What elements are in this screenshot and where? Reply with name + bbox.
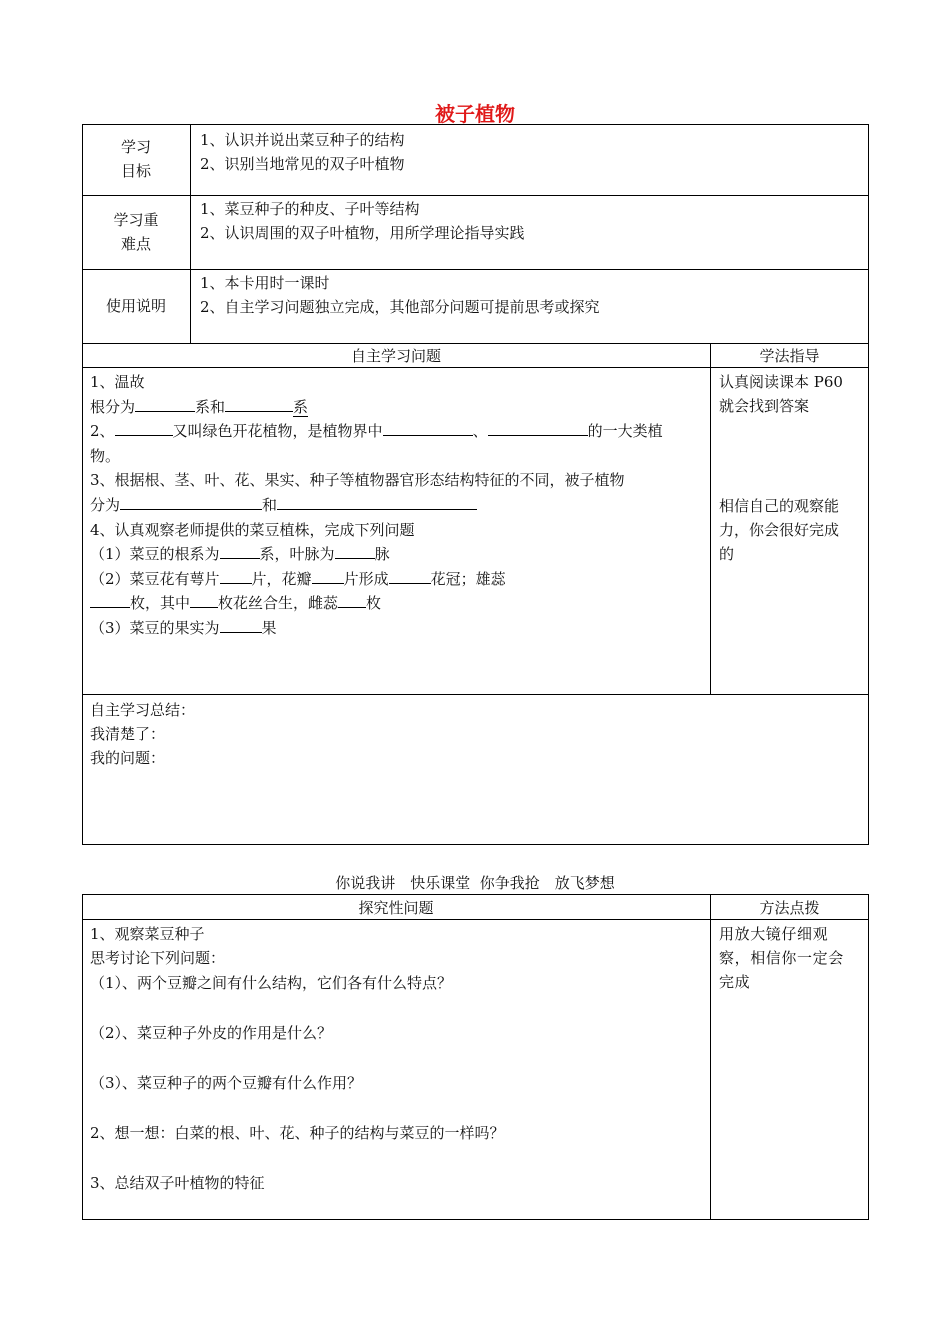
explore-header: 探究性问题 (358, 899, 434, 917)
method-hint: 用放大镜仔细观 察，相信你一定会 完成 (719, 925, 844, 991)
study-guide-hint-1: 认真阅读课本 P60 就会找到答案 (719, 373, 843, 415)
info-table-row-line (82, 195, 869, 196)
motto: 你说我讲 快乐课堂 你争我抢 放飞梦想 (335, 874, 615, 892)
self-study-header: 自主学习问题 (350, 347, 441, 365)
answer-blank[interactable] (220, 616, 262, 633)
key-points-label: 学习重 难点 (113, 211, 159, 253)
usage-label: 使用说明 (105, 297, 166, 315)
explore-q1-1: （1）、两个豆瓣之间有什么结构，它们各有什么特点？ (90, 974, 453, 992)
summary-questions: 我的问题： (90, 749, 166, 767)
summary-clear: 我清楚了： (90, 725, 166, 743)
q4-2-line: （2）菜豆花有萼片 片，花瓣 片形成 花冠；雄蕊 (90, 567, 663, 592)
answer-blank[interactable] (338, 591, 366, 608)
info-table-divider (190, 124, 191, 344)
summary-title: 自主学习总结： (90, 701, 196, 719)
answer-blank[interactable] (135, 395, 195, 412)
q3-line: 3、根据根、茎、叶、花、果实、种子等植物器官形态结构特征的不同，被子植物 (90, 471, 625, 490)
method-header: 方法点拨 (759, 899, 820, 917)
answer-blank[interactable] (488, 419, 588, 436)
q2-line-2: 物。 (90, 446, 121, 465)
q1-line: 根分为 系和 系 (90, 395, 663, 420)
answer-blank[interactable] (220, 567, 252, 584)
explore-q1-2: （2）、菜豆种子外皮的作用是什么？ (90, 1024, 333, 1042)
info-table-row-line (82, 269, 869, 270)
answer-blank[interactable] (277, 493, 477, 510)
study-guide-header: 学法指导 (759, 347, 820, 365)
explore-q2: 2、想一想：白菜的根、叶、花、种子的结构与菜豆的一样吗？ (90, 1124, 505, 1142)
explore-divider (710, 894, 711, 1220)
answer-blank[interactable] (383, 419, 473, 436)
q4-2-line-2: 枚，其中 枚花丝合生，雌蕊 枚 (90, 591, 663, 616)
answer-blank[interactable] (90, 591, 130, 608)
q4-1-line: （1）菜豆的根系为 系，叶脉为 脉 (90, 542, 663, 567)
explore-q1-3: （3）、菜豆种子的两个豆瓣有什么作用？ (90, 1074, 363, 1092)
summary-line (82, 694, 869, 695)
explore-q1-title: 1、观察菜豆种子 (90, 925, 205, 943)
explore-q1-prompt: 思考讨论下列问题： (90, 949, 226, 967)
answer-blank[interactable] (389, 567, 431, 584)
answer-blank[interactable] (312, 567, 344, 584)
goals-content: 1、认识并说出菜豆种子的结构 2、识别当地常见的双子叶植物 (200, 131, 405, 173)
answer-blank[interactable] (225, 395, 293, 412)
q4-line: 4、认真观察老师提供的菜豆植株，完成下列问题 (90, 520, 415, 539)
page-title: 被子植物 (435, 102, 515, 126)
self-study-divider (710, 343, 711, 695)
q1-title: 1、温故 (90, 373, 145, 391)
explore-q3: 3、总结双子叶植物的特征 (90, 1174, 265, 1192)
study-guide-hint-2: 相信自己的观察能 力，你会很好完成 的 (719, 497, 840, 563)
q2-line: 2、 又叫绿色开花植物，是植物界中 、 的一大类植 (90, 419, 663, 444)
answer-blank[interactable] (220, 542, 260, 559)
self-study-questions (90, 370, 663, 641)
answer-blank[interactable] (115, 419, 173, 436)
q4-3-line: （3）菜豆的果实为 果 (90, 616, 663, 641)
key-points-content: 1、菜豆种子的种皮、子叶等结构 2、认识周围的双子叶植物，用所学理论指导实践 (200, 200, 525, 242)
answer-blank[interactable] (335, 542, 375, 559)
goals-label: 学习 目标 (120, 138, 151, 180)
answer-blank[interactable] (190, 591, 218, 608)
self-study-summary (90, 698, 195, 770)
usage-content: 1、本卡用时一课时 2、自主学习问题独立完成，其他部分问题可提前思考或探究 (200, 274, 600, 316)
answer-blank[interactable] (120, 493, 262, 510)
q3-line-2: 分为 和 (90, 493, 663, 518)
